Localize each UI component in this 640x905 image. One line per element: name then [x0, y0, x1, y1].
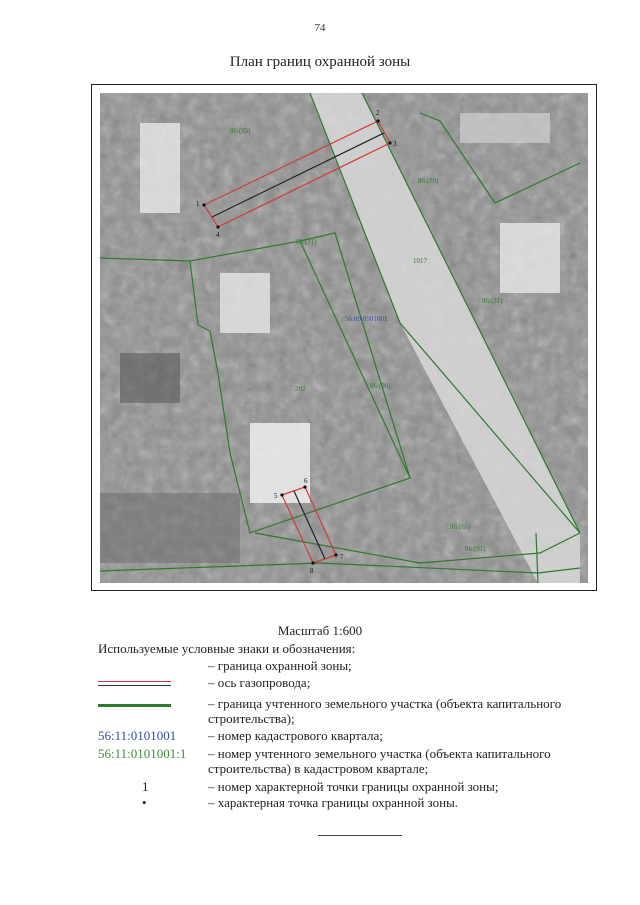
zone-point	[388, 141, 391, 144]
zone-point	[202, 203, 205, 206]
building-patch	[220, 273, 270, 333]
legend-desc: – номер характерной точки границы охранной зоны;	[208, 779, 499, 794]
zone-point	[311, 561, 314, 564]
building-patch	[500, 223, 560, 293]
parcel-line-symbol	[98, 704, 171, 707]
building-patch	[460, 113, 550, 143]
legend-desc: – номер кадастрового квартала;	[208, 728, 383, 743]
axis-line-symbol	[98, 685, 171, 686]
parcel-label: 1017	[413, 257, 427, 265]
page-number: 74	[314, 22, 326, 34]
aerial-map	[100, 93, 588, 583]
zone-point	[303, 485, 306, 488]
plan-title: План границ охранной зоны	[229, 54, 411, 70]
legend-desc: – номер учтенного земельного участка (объекта капитального строительства) в кадастровом квартале;	[208, 746, 551, 776]
quarter-symbol: 56:11:0101001	[98, 728, 177, 743]
parcel-number-symbol: 56:11:0101001:1	[98, 746, 187, 761]
parcel-label: 86:(90)	[370, 382, 391, 390]
map-frame	[91, 84, 597, 591]
legend-desc: – ось газопровода;	[208, 675, 311, 690]
point-label-4: 4	[216, 231, 220, 239]
zone-point	[216, 225, 219, 228]
parcel-label: 86:(71)	[296, 238, 317, 246]
point-symbol: •	[142, 795, 147, 810]
legend-desc: – граница охранной зоны;	[208, 658, 352, 673]
parcel-label: 86:(85)	[230, 127, 251, 135]
map-scale: Масштаб 1:600	[277, 623, 363, 638]
point-label-2: 2	[376, 109, 380, 117]
building-patch	[250, 423, 310, 503]
point-label-1: 1	[196, 200, 200, 208]
quarter-label: 56:09:0501001	[345, 315, 388, 323]
point-number-symbol: 1	[142, 779, 149, 794]
point-label-7: 7	[340, 553, 344, 561]
legend-desc: – характерная точка границы охранной зоны.	[208, 795, 459, 810]
parcel-label: 86:(31)	[482, 297, 503, 305]
point-label-8: 8	[310, 567, 314, 575]
footer-rule	[318, 835, 402, 836]
parcel-label: 292	[295, 385, 306, 393]
point-label-5: 5	[274, 492, 278, 500]
zone-line-symbol	[98, 681, 171, 682]
building-patch	[140, 123, 180, 213]
parcel-label: 86:(80)	[418, 177, 439, 185]
legend-heading: Используемые условные знаки и обозначения:	[98, 641, 356, 656]
dark-patch	[100, 493, 240, 563]
point-label-6: 6	[304, 477, 308, 485]
parcel-label: 86:(91)	[465, 545, 486, 553]
zone-point	[376, 119, 379, 122]
zone-point	[280, 493, 283, 496]
legend-desc: – граница учтенного земельного участка (объекта капитального строительства);	[208, 696, 562, 726]
parcel-label: 86:(65)	[450, 523, 471, 531]
point-label-3: 3	[393, 140, 397, 148]
dark-patch	[120, 353, 180, 403]
zone-point	[334, 553, 337, 556]
